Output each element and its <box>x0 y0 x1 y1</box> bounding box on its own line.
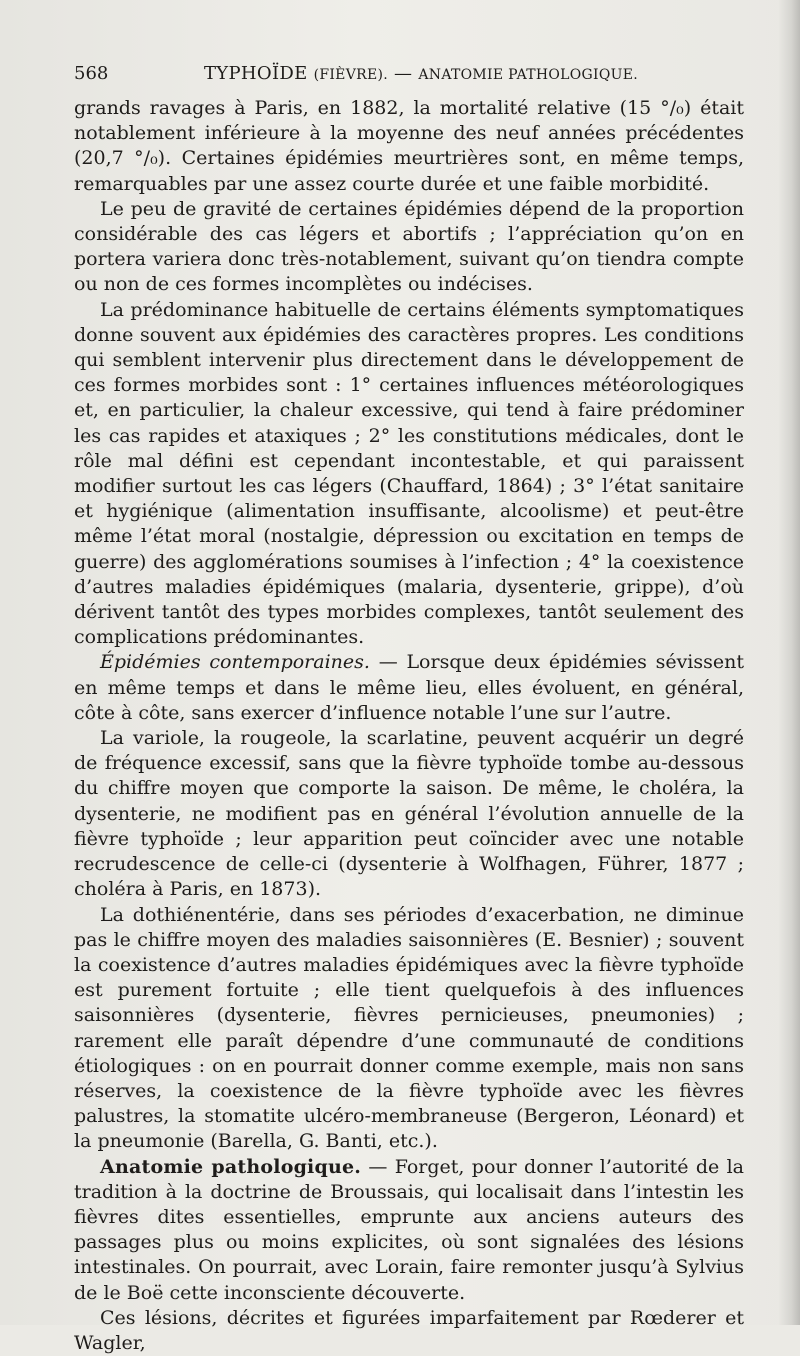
paragraph-3: La prédominance habituelle de certains éléments symptomatiques donne souvent aux épidémies des caractères propres. Les conditions qui semblent intervenir plus directement dans le développement de ces formes morbides sont : 1° certaines influences météorologiques et, en particulier, la chaleur excessive, qui tend à faire prédominer les cas rapides et ataxiques ; 2° les constitutions médicales, dont le rôle mal défini est cependant incontestable, et qui paraissent modifier surtout les cas légers (Chauffard, 1864) ; 3° l’état sanitaire et hygiénique (alimentation insuffisante, alcoolisme) et peut-être même l’état moral (nostalgie, dépression ou excitation en temps de guerre) des agglomérations soumises à l’infection ; 4° la coexistence d’autres maladies épidémiques (malaria, dysenterie, grippe), d’où dérivent tantôt des types morbides complexes, tantôt seulement des complications prédominantes. <box>74 298 744 649</box>
running-title <box>204 60 638 89</box>
paragraph-4 <box>74 650 744 726</box>
page-edge-shadow <box>778 0 800 1325</box>
paragraph-7 <box>74 1155 744 1306</box>
paragraph-7-text: — Forget, pour donner l’autorité de la tradition à la doctrine de Broussais, qui localisait dans l’intestin les fièvres dites essentielles, emprunte aux anciens auteurs des passages plus ou moins explicites, où sont signalées des lésions intestinales. On pourrait, avec Lorain, faire remonter jusqu’à Sylvius de le Boë cette inconsciente découverte. <box>74 1155 744 1304</box>
title-paren: (FIÈVRE). <box>313 67 388 83</box>
paragraph-1: grands ravages à Paris, en 1882, la mortalité relative (15 °/₀) était notablement inférieure à la moyenne des neuf années précédentes (20,7 °/₀). Certaines épidémies meurtrières sont, en même temps, remarquables par une assez courte durée et une faible morbidité. <box>74 97 744 195</box>
paragraph-4-lead: Épidémies contemporaines. <box>100 651 370 674</box>
page-number: 568 <box>74 63 109 84</box>
paragraph-5: La variole, la rougeole, la scarlatine, peuvent acquérir un degré de fréquence excessif, sans que la fièvre typhoïde tombe au-dessous du chiffre moyen que comporte la saison. De même, le choléra, la dysenterie, ne modifient pas en général l’évolution annuelle de la fièvre typhoïde ; leur apparition peut coïncider avec une notable recrudescence de celle-ci (dysenterie à Wolfhagen, Führer, 1877 ; choléra à Paris, en 1873). <box>74 727 744 901</box>
paragraph-2: Le peu de gravité de certaines épidémies dépend de la proportion considérable des cas légers et abortifs ; l’appréciation qu’on en portera variera donc très-notablement, suivant qu’on tiendra compte ou non de ces formes incomplètes ou indécises. <box>74 197 744 296</box>
title-main: TYPHOÏDE <box>204 63 308 84</box>
paragraph-8: Ces lésions, décrites et figurées imparfaitement par Rœderer et Wagler, <box>74 1306 744 1354</box>
section-title: ANATOMIE PATHOLOGIQUE. <box>418 67 638 83</box>
text-body <box>74 96 744 1356</box>
running-head <box>74 60 744 88</box>
section-heading-anatomie: Anatomie pathologique. <box>100 1155 362 1178</box>
paragraph-4-text: — Lorsque deux épidémies sévissent en même temps et dans le même lieu, elles évoluent, en général, côte à côte, sans exercer d’influence notable l’une sur l’autre. <box>74 651 744 724</box>
paragraph-6: La dothiénentérie, dans ses périodes d’exacerbation, ne diminue pas le chiffre moyen des maladies saisonnières (E. Besnier) ; souvent la coexistence d’autres maladies épidémiques avec la fièvre typhoïde est purement fortuite ; elle tient quelquefois à des influences saisonnières (dysenterie, fièvres pernicieuses, pneumonies) ; rarement elle paraît dépendre d’une communauté de conditions étiologiques : on en pourrait donner comme exemple, mais non sans réserves, la coexistence de la fièvre typhoïde avec les fièvres palustres, la stomatite ulcéro-membraneuse (Bergeron, Léonard) et la pneumonie (Barella, G. Banti, etc.). <box>74 903 744 1153</box>
title-separator: — <box>394 63 413 84</box>
